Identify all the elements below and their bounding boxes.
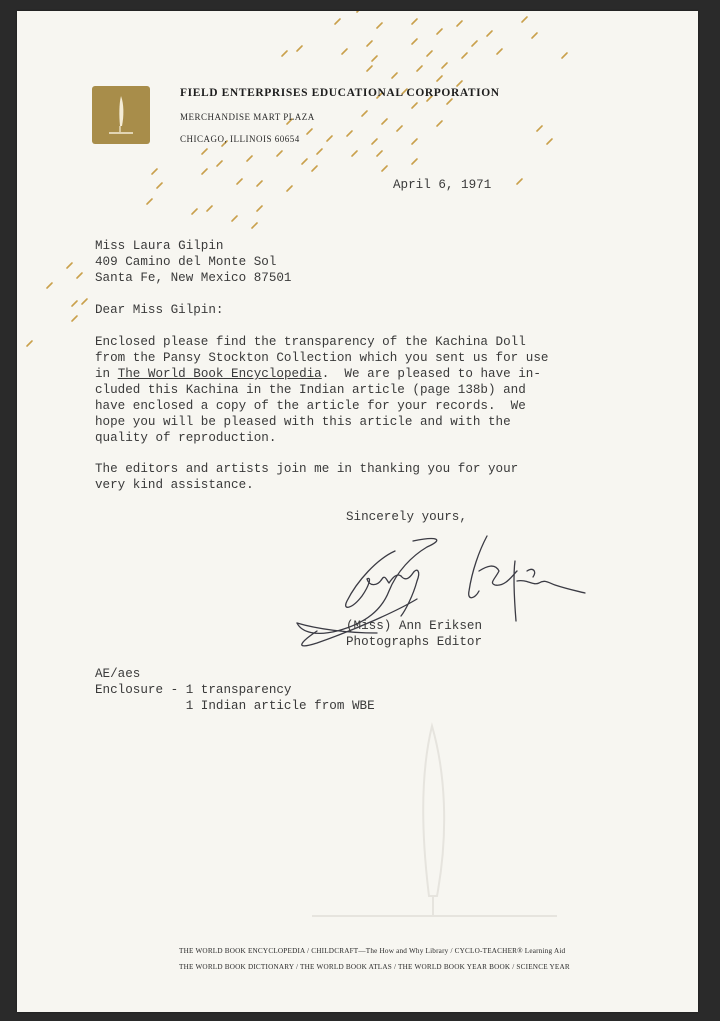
signer-name: (Miss) Ann Eriksen [346, 619, 483, 633]
paragraph-line: cluded this Kachina in the Indian article (page 138b) and [95, 383, 526, 397]
line-prefix: in [95, 367, 118, 381]
paragraph-line: very kind assistance. [95, 478, 254, 492]
paragraph-line: from the Pansy Stockton Collection which you sent us for use [95, 351, 549, 365]
quill-watermark-icon [17, 11, 698, 1012]
paragraph-line: hope you will be pleased with this article and with the [95, 415, 511, 429]
paragraph-line: The editors and artists join me in thanking you for your [95, 462, 519, 476]
paragraph-line: Enclosed please find the transparency of the Kachina Doll [95, 335, 526, 349]
letter-page [17, 11, 698, 1012]
company-name: FIELD ENTERPRISES EDUCATIONAL CORPORATION [180, 87, 500, 99]
footer-line-2: THE WORLD BOOK DICTIONARY / THE WORLD BOOK ATLAS / THE WORLD BOOK YEAR BOOK / SCIENCE YEAR [179, 963, 570, 971]
recipient-name: Miss Laura Gilpin [95, 239, 224, 253]
closing: Sincerely yours, [346, 510, 467, 524]
encyclopedia-title: The World Book Encyclopedia [117, 367, 322, 381]
enclosure-line-1: Enclosure - 1 transparency [95, 683, 292, 697]
paragraph-line: quality of reproduction. [95, 431, 277, 445]
typist-initials: AE/aes [95, 667, 141, 681]
salutation: Dear Miss Gilpin: [95, 303, 224, 317]
letter-date: April 6, 1971 [393, 178, 492, 192]
signer-title: Photographs Editor [346, 635, 483, 649]
enclosure-line-2: 1 Indian article from WBE [95, 699, 375, 713]
footer-line-1: THE WORLD BOOK ENCYCLOPEDIA / CHILDCRAFT—The How and Why Library / CYCLO-TEACHER® Learning Aid [179, 947, 566, 955]
recipient-city: Santa Fe, New Mexico 87501 [95, 271, 292, 285]
paragraph-line: have enclosed a copy of the article for your records. We [95, 399, 526, 413]
line-suffix: . We are pleased to have in- [321, 367, 541, 381]
address-line-2: CHICAGO, ILLINOIS 60654 [180, 134, 300, 144]
recipient-street: 409 Camino del Monte Sol [95, 255, 277, 269]
address-line-1: MERCHANDISE MART PLAZA [180, 112, 315, 122]
